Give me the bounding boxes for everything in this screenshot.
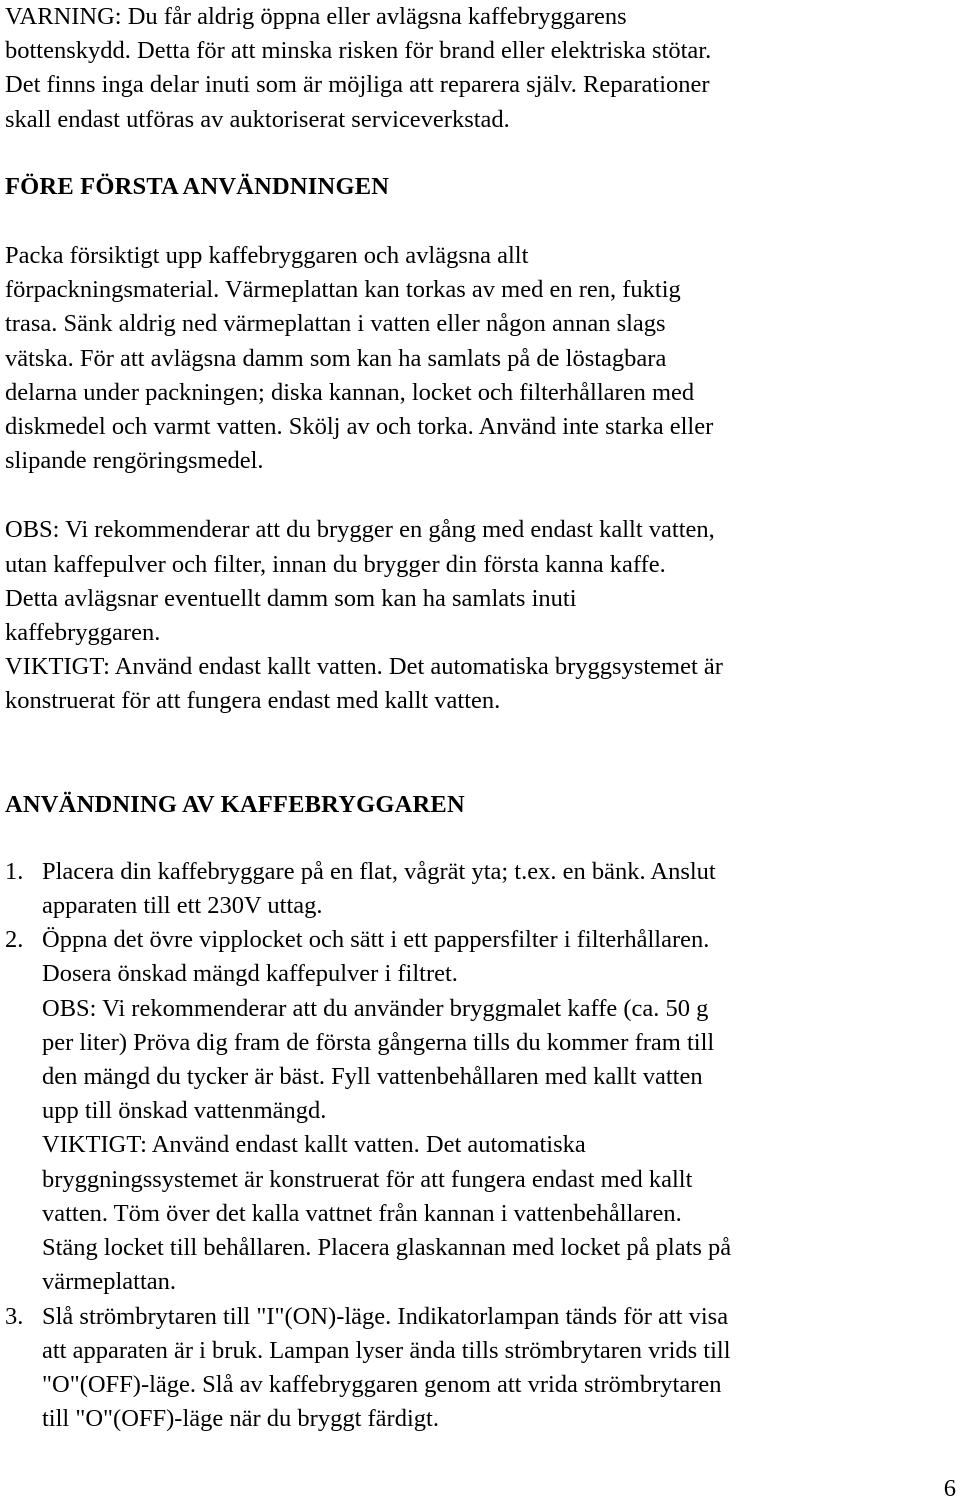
- step-line: per liter) Pröva dig fram de första gångerna tills du kommer fram till: [42, 1028, 715, 1056]
- note-line: Detta avlägsnar eventuellt damm som kan ha samlats inuti: [5, 584, 577, 612]
- note-line: konstruerat för att fungera endast med kallt vatten.: [5, 687, 501, 715]
- list-item: [5, 923, 955, 1299]
- step-number: 1.: [5, 857, 24, 885]
- paragraph-line: delarna under packningen; diska kannan, locket och filterhållaren med: [5, 378, 695, 406]
- step-line: Stäng locket till behållaren. Placera glaskannan med locket på plats på: [42, 1234, 732, 1262]
- note-line: OBS: Vi rekommenderar att du brygger en gång med endast kallt vatten,: [5, 516, 715, 544]
- section-heading-usage: ANVÄNDNING AV KAFFEBRYGGAREN: [5, 790, 465, 818]
- note-line: utan kaffepulver och filter, innan du brygger din första kanna kaffe.: [5, 550, 666, 578]
- step-line: Slå strömbrytaren till "I"(ON)-läge. Indikatorlampan tänds för att visa: [42, 1302, 729, 1330]
- paragraph-line: vätska. För att avlägsna damm som kan ha samlats på de löstagbara: [5, 344, 667, 372]
- warning-line: VARNING: Du får aldrig öppna eller avlägsna kaffebryggarens: [5, 3, 627, 30]
- warning-line: bottenskydd. Detta för att minska risken för brand eller elektriska stötar.: [5, 37, 712, 65]
- unpacking-paragraph: [5, 239, 955, 478]
- note-line: VIKTIGT: Använd endast kallt vatten. Det automatiska bryggsystemet är: [5, 653, 723, 681]
- note-paragraph: [5, 513, 955, 718]
- step-line: "O"(OFF)-läge. Slå av kaffebryggaren genom att vrida strömbrytaren: [42, 1370, 722, 1398]
- instruction-list: [5, 855, 955, 1436]
- step-line: bryggningssystemet är konstruerat för att fungera endast med kallt: [42, 1165, 693, 1193]
- warning-line: Det finns inga delar inuti som är möjliga att reparera själv. Reparationer: [5, 71, 710, 99]
- page-number: 6: [943, 1475, 956, 1502]
- step-line: upp till önskad vattenmängd.: [42, 1097, 327, 1125]
- step-text: [42, 1300, 955, 1437]
- step-number: 2.: [5, 926, 24, 954]
- section-heading-before-first-use: FÖRE FÖRSTA ANVÄNDNINGEN: [5, 172, 390, 200]
- paragraph-line: slipande rengöringsmedel.: [5, 447, 264, 475]
- step-line: vatten. Töm över det kalla vattnet från kannan i vattenbehållaren.: [42, 1199, 682, 1227]
- document-page: [5, 0, 955, 1436]
- paragraph-line: trasa. Sänk aldrig ned värmeplattan i vatten eller någon annan slags: [5, 310, 666, 338]
- warning-line: skall endast utföras av auktoriserat serviceverkstad.: [5, 105, 510, 133]
- step-line: värmeplattan.: [42, 1268, 177, 1296]
- step-line: Dosera önskad mängd kaffepulver i filtret.: [42, 960, 458, 988]
- step-line: VIKTIGT: Använd endast kallt vatten. Det automatiska: [42, 1131, 586, 1159]
- step-text: [42, 923, 955, 1299]
- step-line: OBS: Vi rekommenderar att du använder bryggmalet kaffe (ca. 50 g: [42, 994, 709, 1022]
- step-number: 3.: [5, 1302, 24, 1330]
- step-line: den mängd du tycker är bäst. Fyll vattenbehållaren med kallt vatten: [42, 1063, 703, 1091]
- paragraph-line: Packa försiktigt upp kaffebryggaren och avlägsna allt: [5, 242, 529, 270]
- step-line: Öppna det övre vipplocket och sätt i ett pappersfilter i filterhållaren.: [42, 926, 710, 954]
- paragraph-line: diskmedel och varmt vatten. Skölj av och torka. Använd inte starka eller: [5, 413, 714, 441]
- step-text: [42, 855, 955, 923]
- step-line: att apparaten är i bruk. Lampan lyser ända tills strömbrytaren vrids till: [42, 1336, 731, 1364]
- list-item: [5, 855, 955, 923]
- note-line: kaffebryggaren.: [5, 619, 161, 647]
- paragraph-line: förpackningsmaterial. Värmeplattan kan torkas av med en ren, fuktig: [5, 276, 681, 304]
- warning-paragraph: [5, 0, 955, 137]
- step-line: till "O"(OFF)-läge när du bryggt färdigt.: [42, 1405, 439, 1433]
- list-item: [5, 1300, 955, 1437]
- step-line: apparaten till ett 230V uttag.: [42, 892, 323, 920]
- step-line: Placera din kaffebryggare på en flat, vågrät yta; t.ex. en bänk. Anslut: [42, 857, 716, 885]
